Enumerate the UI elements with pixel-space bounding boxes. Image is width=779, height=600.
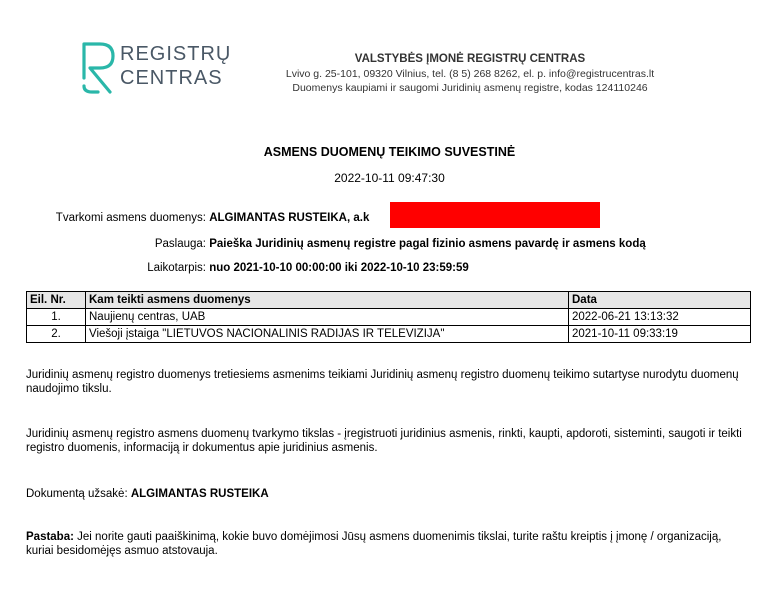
cell-recipient: Naujienų centras, UAB — [86, 309, 569, 326]
organization-register: Duomenys kaupiami ir saugomi Juridinių asmenų registre, kodas 124110246 — [292, 82, 648, 94]
field-personal-data — [0, 211, 369, 225]
table-row — [27, 326, 751, 343]
cell-number: 2. — [27, 326, 86, 343]
registru-centras-logo — [80, 42, 232, 94]
field-value: Paieška Juridinių asmenų registre pagal fizinio asmens pavardę ir asmens kodą — [209, 238, 646, 250]
field-service — [0, 237, 646, 251]
field-value: nuo 2021-10-10 00:00:00 iki 2022-10-10 23:59:59 — [209, 262, 469, 274]
ordered-by — [26, 487, 746, 501]
document-date: 2022-10-11 09:47:30 — [334, 171, 445, 185]
field-label: Paslauga: — [154, 238, 206, 250]
column-header-number: Eil. Nr. — [27, 292, 86, 309]
column-header-recipient: Kam teikti asmens duomenys — [86, 292, 569, 309]
cell-number: 1. — [27, 309, 86, 326]
ordered-by-value: ALGIMANTAS RUSTEIKA — [130, 488, 269, 500]
cell-recipient: Viešoji įstaiga "LIETUVOS NACIONALINIS RADIJAS IR TELEVIZIJA" — [86, 326, 569, 343]
logo-text-line1: REGISTRŲ — [120, 43, 232, 65]
data-recipients-table — [26, 291, 751, 343]
field-label: Laikotarpis: — [147, 262, 206, 274]
note-text: Jei norite gauti paaiškinimą, kokie buvo domėjimosi Jūsų asmens duomenimis tikslai, turite raštu kreiptis į įmonę / organizaciją, kuriai besidomėjęs asmuo atstovauja. — [26, 531, 722, 557]
organization-name: VALSTYBĖS ĮMONĖ REGISTRŲ CENTRAS — [354, 53, 586, 65]
rc-logo-icon — [80, 42, 118, 94]
table-header-row — [27, 292, 751, 309]
column-header-date: Data — [569, 292, 751, 309]
cell-date: 2022-06-21 13:13:32 — [569, 309, 751, 326]
field-period — [0, 261, 469, 275]
redaction-box — [390, 202, 600, 228]
cell-date: 2021-10-11 09:33:19 — [569, 326, 751, 343]
organization-header — [230, 52, 710, 95]
note — [26, 530, 746, 558]
ordered-by-label: Dokumentą užsakė: — [26, 488, 128, 500]
organization-address: Lvivo g. 25-101, 09320 Vilnius, tel. (8 5) 268 8262, el. p. info@registrucentras.lt — [285, 68, 655, 80]
field-label: Tvarkomi asmens duomenys: — [55, 212, 206, 224]
document-title: ASMENS DUOMENŲ TEIKIMO SUVESTINĖ — [263, 145, 516, 159]
logo-text-line2: CENTRAS — [120, 67, 223, 89]
field-value: ALGIMANTAS RUSTEIKA, a.k — [209, 212, 370, 224]
paragraph-data-provision: Juridinių asmenų registro duomenys tretiesiems asmenims teikiami Juridinių asmenų registro duomenų teikimo sutartyse nurodytu duomenų naudojimo tikslu. — [26, 369, 739, 395]
paragraph-processing-purpose: Juridinių asmenų registro asmens duomenų tvarkymo tikslas - įregistruoti juridinius asmenis, rinkti, kaupti, apdoroti, sisteminti, saugoti ir teikti registro duomenis, informaciją ir dokumentus apie juridinius asmenis. — [26, 428, 742, 454]
table-row — [27, 309, 751, 326]
note-label: Pastaba: — [26, 531, 74, 543]
